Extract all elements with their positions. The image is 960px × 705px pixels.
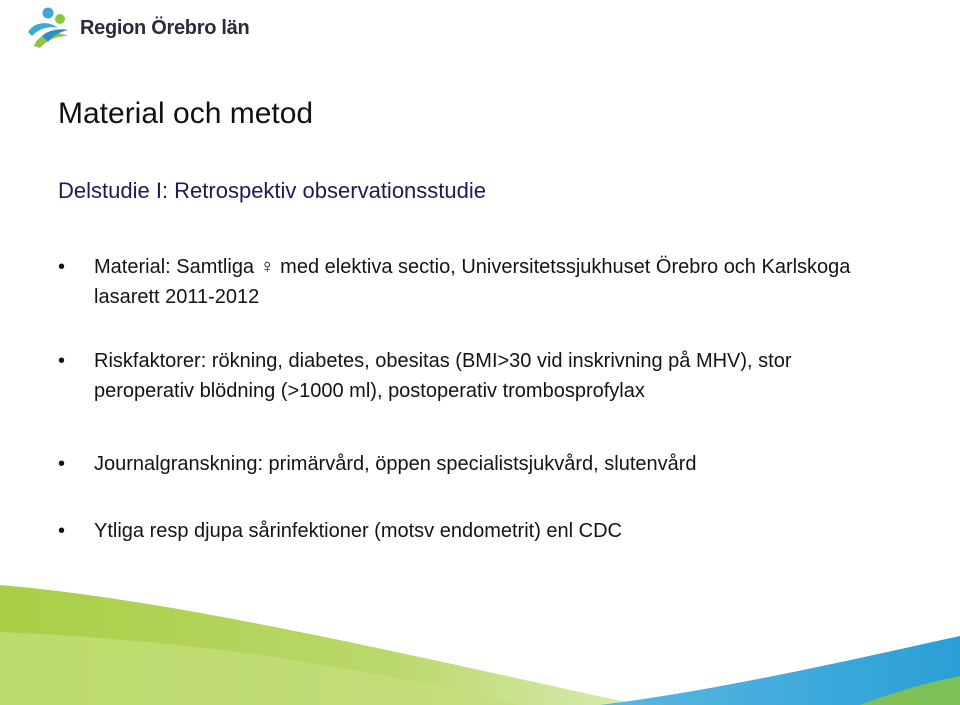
- bullet-text: Journalgranskning: primärvård, öppen specialistsjukvård, slutenvård: [94, 453, 697, 475]
- region-orebro-lan-logo-icon: [24, 6, 72, 50]
- bullet-text: Material: Samtliga ♀ med elektiva sectio, Universitetssjukhuset Örebro och Karlskoga lasarett 2011-2012: [94, 256, 851, 308]
- region-logo: [24, 6, 249, 50]
- bullet-symbol: •: [58, 256, 66, 278]
- bullet-text: Ytliga resp djupa sårinfektioner (motsv endometrit) enl CDC: [94, 520, 622, 542]
- bullet-symbol: •: [58, 453, 66, 475]
- green-accent-wave: [860, 676, 960, 705]
- logo-text: Region Örebro län: [80, 16, 250, 39]
- light-green-wave: [0, 632, 520, 705]
- bullet-symbol: •: [58, 520, 66, 542]
- bullet-item: [58, 516, 898, 546]
- green-wave: [0, 585, 640, 705]
- bullet-text: Riskfaktorer: rökning, diabetes, obesitas (BMI>30 vid inskrivning på MHV), stor peroperativ blödning (>1000 ml), postoperativ trombosprofylax: [94, 350, 792, 402]
- bullet-symbol: •: [58, 350, 66, 372]
- bullet-item: [58, 449, 898, 479]
- bullet-item: [58, 252, 898, 312]
- slide-title: Material och metod: [58, 97, 314, 130]
- bullet-item: [58, 346, 898, 406]
- slide-subtitle: Delstudie I: Retrospektiv observationsstudie: [58, 178, 486, 203]
- blue-wave: [600, 636, 960, 705]
